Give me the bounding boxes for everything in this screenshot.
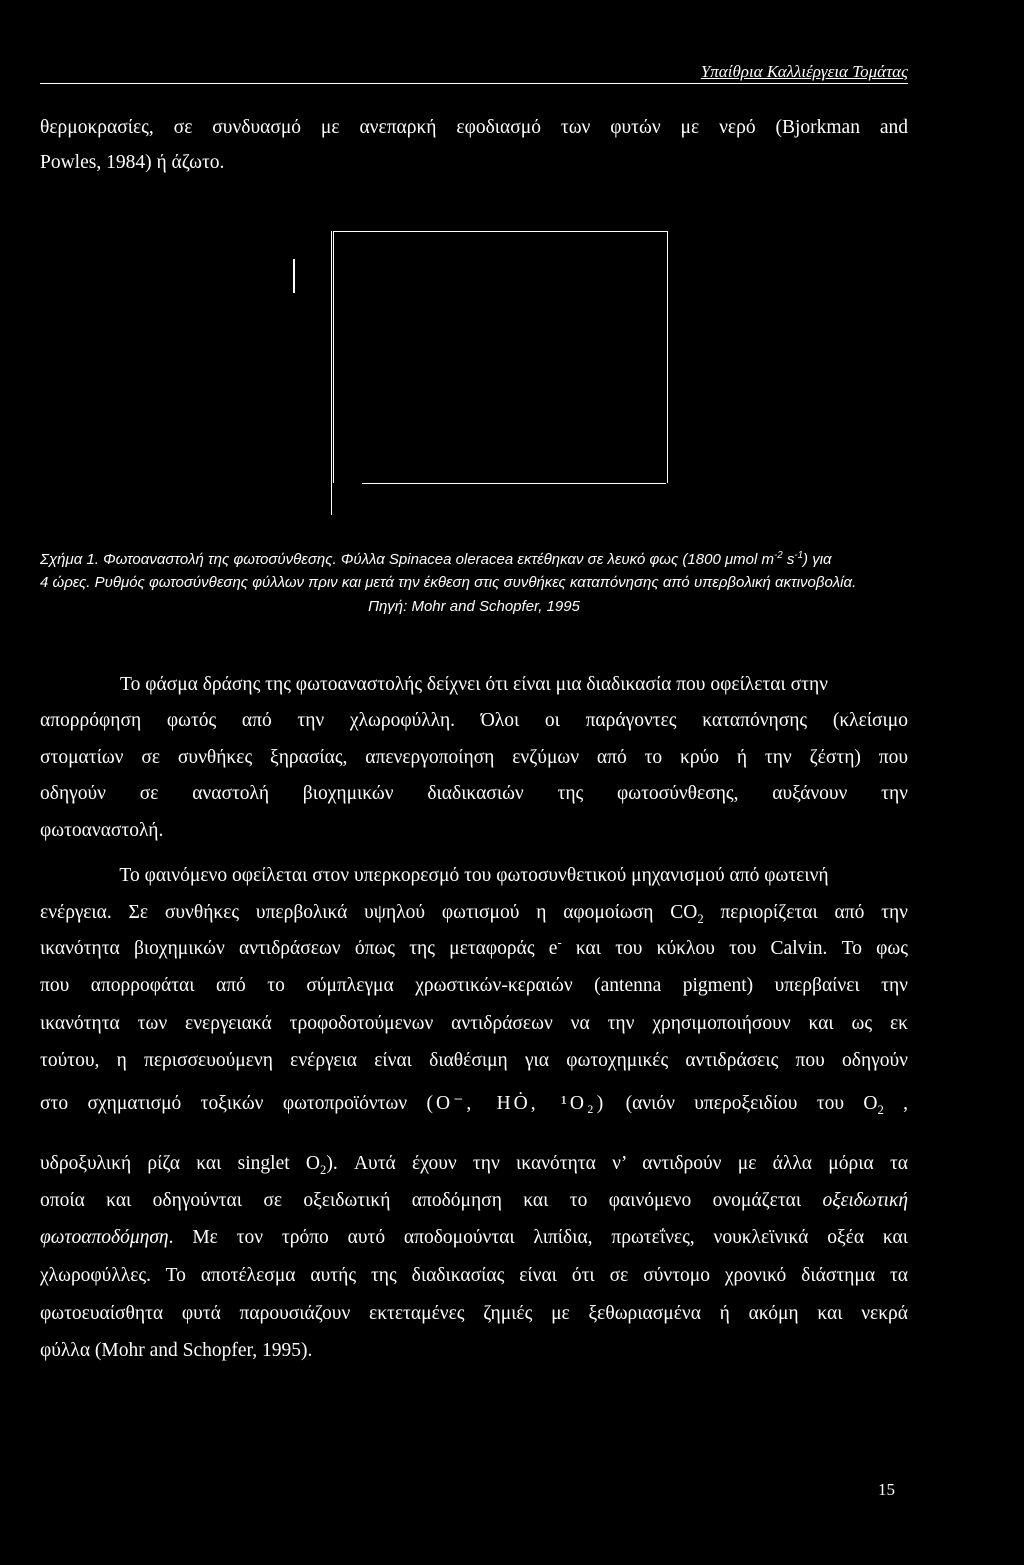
para2-line-12: φωτοευαίσθητα φυτά παρουσιάζουν εκτεταμένες ζημιές με ξεθωριασμένα ή ακόμη και νεκρά <box>40 1303 908 1324</box>
para1-line-4: οδηγούν σε αναστολή βιοχημικών διαδικασιών της φωτοσύνθεσης, αυξάνουν την <box>40 783 908 804</box>
para2-line-10: φωτοαποδόμηση. Με τον τρόπο αυτό αποδομούνται λιπίδια, πρωτεΐνες, νουκλεϊνικά οξέα και <box>40 1227 908 1248</box>
term-photodegradation: φωτοαποδόμηση <box>40 1227 169 1248</box>
para2-line-8: υδροξυλική ρίζα και singlet $O_2$). Αυτά έχουν την ικανότητα ν’ αντιδρούν με άλλα μόρια τα <box>40 1153 908 1177</box>
figure-baseline <box>362 483 666 484</box>
intro-line-2: Powles, 1984) ή άζωτο. <box>40 152 225 173</box>
para1-line-5: φωτοαναστολή. <box>40 820 164 841</box>
para2-line-3: ικανότητα βιοχημικών αντιδράσεων όπως της μεταφοράς e- και του κύκλου του Calvin. Το φως <box>40 935 908 959</box>
figure-frame <box>333 231 668 483</box>
figure-caption-line-2: 4 ώρες. Ρυθμός φωτοσύνθεσης φύλλων πριν και μετά την έκθεση στις συνθήκες καταπόνησης από υπερβολική ακτινοβολία. <box>40 574 857 591</box>
para1-line-3: στοματίων σε συνθήκες ξηρασίας, απενεργοποίηση ενζύμων από το κρύο ή την ζέστη) που <box>40 747 908 768</box>
term-oxidative: οξειδωτική <box>822 1190 908 1211</box>
para1-line-2: απορρόφηση φωτός από την χλωροφύλλη. Όλοι οι παράγοντες καταπόνησης (κλείσιμο <box>40 710 908 731</box>
figure-caption-line-1: Σχήμα 1. Φωτοαναστολή της φωτοσύνθεσης. Φύλλα Spinacea oleracea εκτέθηκαν σε λευκό φως (1800 μmol $m^{-2}$ $s^{-1}$) για <box>40 550 832 568</box>
intro-line-1: θερμοκρασίες, σε συνδυασμό με ανεπαρκή εφοδιασμό των φυτών με νερό (Bjorkman and <box>40 117 908 138</box>
header-rule <box>40 83 908 84</box>
para2-line-11: χλωροφύλλες. Το αποτέλεσμα αυτής της διαδικασίας είναι ότι σε σύντομο χρονικό διάστημα τα <box>40 1265 908 1286</box>
para2-line-7: στο σχηματισμό τοξικών φωτοπροϊόντων (O⁻, HȮ, ¹O₂) (ανιόν υπεροξειδίου του $O_2$ , <box>40 1093 909 1117</box>
page-number: 15 <box>878 1480 895 1499</box>
reactive-oxygen-formula: (O⁻, HȮ, ¹O₂) <box>426 1093 607 1114</box>
para2-line-13: φύλλα (Mohr and Schopfer, 1995). <box>40 1340 313 1361</box>
figure-y-axis-line <box>331 231 332 515</box>
running-header: Υπαίθρια Καλλιέργεια Τομάτας <box>700 62 908 81</box>
para2-line-4: που απορροφάται από το σύμπλεγμα χρωστικών-κεραιών (antenna pigment) υπερβαίνει την <box>40 975 908 996</box>
para2-line-1: Το φαινόμενο οφείλεται στον υπερκορεσμό του φωτοσυνθετικού μηχανισμού από φωτεινή <box>119 865 829 886</box>
figure-source: Πηγή: Mohr and Schopfer, 1995 <box>368 598 580 615</box>
para2-line-9: οποία και οδηγούνται σε οξειδωτική αποδόμηση και το φαινόμενο ονομάζεται οξειδωτική <box>40 1190 908 1211</box>
para1-line-1: Το φάσμα δράσης της φωτοαναστολής δείχνει ότι είναι μια διαδικασία που οφείλεται στην <box>120 674 828 695</box>
figure-tick-mark <box>293 259 295 293</box>
para2-line-6: τούτου, η περισσευούμενη ενέργεια είναι διαθέσιμη για φωτοχημικές αντιδράσεις που οδηγούν <box>40 1050 908 1071</box>
para2-line-2: ενέργεια. Σε συνθήκες υπερβολικά υψηλού φωτισμού η αφομοίωση $CO_2$ περιορίζεται από την <box>40 902 908 926</box>
para2-line-5: ικανότητα των ενεργειακά τροφοδοτούμενων αντιδράσεων να την χρησιμοποιήσουν και ως εκ <box>40 1013 908 1034</box>
